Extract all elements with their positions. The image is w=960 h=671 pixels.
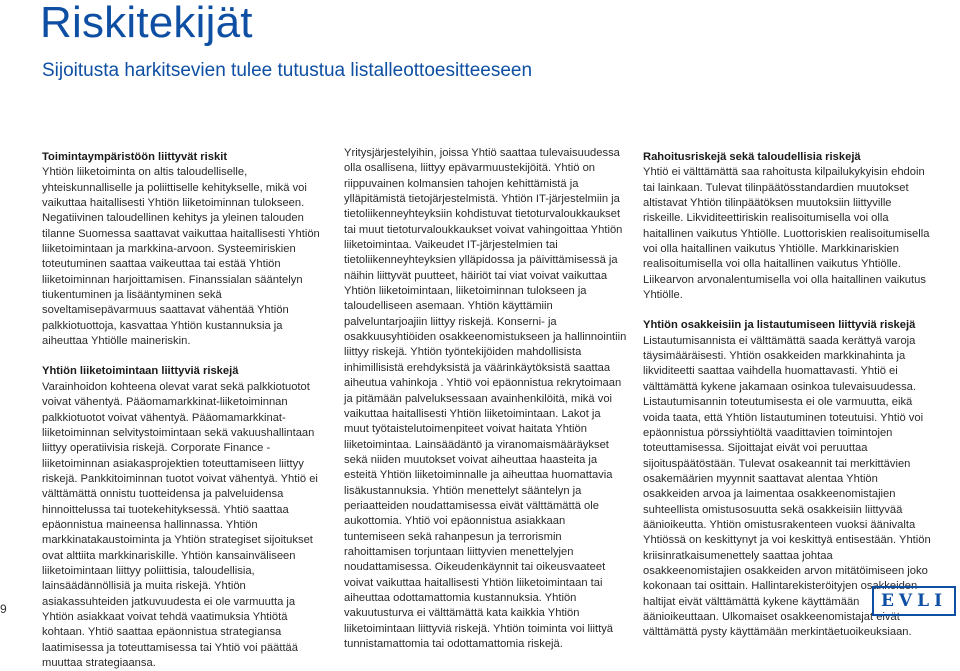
paragraph-business-risks-continued: Yritysjärjestelyihin, joissa Yhtiö saattaa tulevaisuudessa olla osallisena, liittyy epävarmuustekijöitä. Yhtiö on riippuvainen kolmansien tahojen kehittämistä ja ylläpitämistä tietojärjestelmistä. Yhtiön IT-järjestelmiin ja tietoliikenneyhteyksiin kohdistuvat tietoturvaloukkaukset tai muut tietoturvaloukkaukset voivat vahingoittaa Yhtiön liiketoimintaa. Vaikeudet IT-järjestelmien tai tietoliikenneyhteyksien ylläpidossa ja päivittämisessä ja näihin liittyvät puutteet, häiriöt tai viat voivat vaikuttaa Yhtiön liiketoimintaan, liiketoiminnan tulokseen ja taloudelliseen asemaan. Yhtiön käyttämiin palveluntarjoajiin liittyy riskejä. Konserni- ja osakkuusyhtiöiden osakkeenomistukseen ja hallinnointiin liittyy riskejä. Yhtiön työntekijöiden mahdollisista inhimillisistä erehdyksistä ja väärinkäytöksistä saattaa aiheutua vahinkoja . Yhtiö voi epäonnistua rekrytoimaan ja pitämään palveluksessaan avainhenkilöitä, mikä voi vaikuttaa haitallisesti Yhtiön liiketoimintaan. Lakot ja muut työtaistelutoimenpiteet voivat haitata Yhtiön liiketoimintaa. Lainsäädäntö ja viranomaismääräykset sekä niiden muutokset voivat aiheuttaa haasteita ja esteitä Yhtiön liiketoiminnalle ja aiheuttaa huomattavia lisäkustannuksia. Yhtiön menettelyt sääntelyn ja periaatteiden noudattamisessa eivät välttämättä ole aukottomia. Yhtiö voi epäonnistua asiakkaan tuntemiseen sekä rahanpesun ja terrorismin rahoittamisen torjuntaan liittyvien menettelyjen noudattamisessa. Oikeudenkäynnit tai oikeusvaateet voivat vaikuttaa haitallisesti Yhtiön liiketoimintaan tai aiheuttaa odottamattomia kustannuksia. Yhtiön vakuutusturva ei välttämättä kata kaikkia Yhtiön liiketoimintaan liittyviä riskejä. Yhtiön toiminta voi liittyä tunnistamattomia tai odottamattomia riskejä. <box>344 147 627 650</box>
paragraph-operating-environment-risks: Yhtiön liiketoiminta on altis taloudelliselle, yhteiskunnalliselle ja poliittiselle kehitykselle, mikä voi vaikuttaa haitallisesti Yhtiön liiketoiminnan tulokseen. Negatiivinen taloudellinen kehitys ja yleinen talouden tilanne Suomessa saattavat vaikuttaa haitallisesti Yhtiön liiketoimintaan ja markkina-arvoon. Systeemiriskien toteutuminen saattaa vaikeuttaa tai estää Yhtiön liiketoiminnan harjoittamisen. Finanssialan sääntelyn tiukentuminen ja lisääntyminen sekä soveltamisepävarmuus saattavat vähentää Yhtiön palkkiotuottoja, kasvattaa Yhtiön kustannuksia ja aiheuttaa Yhtiölle maineriskin. <box>42 166 320 348</box>
evli-logo <box>872 586 956 616</box>
logo-text: EVLI <box>880 591 948 611</box>
section-heading-financing-risks: Rahoitusriskejä sekä taloudellisia riskejä <box>643 151 861 163</box>
text-column-left <box>42 150 327 671</box>
paragraph-share-listing-risks: Listautumisannista ei välttämättä saada kerättyä varoja täysimääräisesti. Yhtiön osakkeiden markkinahinta ja likviditeetti saattaa vaihdella huomattavasti. Yhtiö ei välttämättä kykene jakamaan osinkoa tulevaisuudessa. Listautumisannin toteutumisesta ei ole varmuutta, eikä voida taata, että Yhtiön listautuminen toteutuisi. Yhtiö voi epäonnistua pörssiyhtiöltä vaadittavien toimintojen toteuttamisessa. Sijoittajat eivät voi peruuttaa sijoituspäätöstään. Tulevat osakeannit tai merkittävien osakemäärien myynnit saattavat alentaa Yhtiön osakkeiden arvoa ja laimentaa osakkeenomistajien suhteellista omistusosuutta sekä osakkeisiin liittyvää äänioikeutta. Yhtiön omistusrakenteen vuoksi äänivalta Yhtiössä on keskittynyt ja voi keskittyä entisestään. Yhtiön kriisinratkaisumenettely saattaa johtaa osakkeenomistajien osakkeiden arvon mitätöimiseen joko kokonaan tai osittain. Hallintarekisteröityjen osakkeiden haltijat eivät välttämättä kykene käyttämään äänioikeuttaan. Ulkomaiset osakkeenomistajat eivät välttämättä pysty käyttämään merkintäetuoikeuksiaan. <box>643 334 931 639</box>
text-column-middle <box>344 146 628 652</box>
section-heading-share-listing-risks: Yhtiön osakkeisiin ja listautumiseen liittyviä riskejä <box>643 319 916 332</box>
text-column-right <box>643 150 933 641</box>
section-heading-business-risks: Yhtiön liiketoimintaan liittyviä riskejä <box>42 365 239 378</box>
paragraph-spacer <box>42 349 327 364</box>
paragraph-financing-risks: Yhtiö ei välttämättä saa rahoitusta kilpailukykyisin ehdoin tai lainkaan. Tulevat tilinpäätösstandardien muutokset altistavat Yhtiön tilinpäätöksen muutoksiin liittyville riskeille. Likviditeettiriskin realisoitumisella voi olla haitallinen vaikutus Yhtiölle. Luottoriskien realisoitumisella voi olla haitallinen vaikutus Yhtiölle. Markkinariskien realisoitumisella voi olla haitallinen vaikutus Yhtiölle. Liikearvon arvonalentumisella voi olla haitallinen vaikutus Yhtiölle. <box>643 166 930 302</box>
paragraph-spacer <box>643 303 933 318</box>
page-subtitle: Sijoitusta harkitsevien tulee tutustua listalleottoesitteeseen <box>42 60 533 81</box>
paragraph-business-risks: Varainhoidon kohteena olevat varat sekä palkkiotuotot voivat vähentyä. Pääomamarkkinat-liiketoiminnan palkkiotuotot voivat vähentyä. Pääomamarkkinat-liiketoiminnan selvitystoimintaan sekä vakuushallintaan liittyy operatiivisia riskejä. Corporate Finance -liiketoiminnan asiakasprojektien toteuttamiseen liittyy riskejä. Pankkitoiminnan tuotot voivat vähentyä. Yhtiö ei välttämättä onnistu tuotteidensa ja palveluidensa hinnoittelussa tai tuotekehityksessä. Yhtiö saattaa epäonnistua maineensa hallinnassa. Yhtiön markkinatakaustoiminta ja Yhtiön strategiset sijoitukset ovat alttiita markkinariskille. Yhtiön kansainväliseen liiketoimintaan liittyy poliittisia, taloudellisia, lainsäädännöllisiä ja muita riskejä. Yhtiön asiakassuhteiden jatkuvuudesta ei ole varmuutta ja Yhtiön asiakkaat voivat tehdä vaatimuksia Yhtiötä kohtaan. Yhtiö saattaa epäonnistua strategiansa laatimisessa ja toteuttamisessa tai Yhtiö voi päättää muuttaa strategiaansa. <box>42 380 318 669</box>
page-number: 9 <box>0 602 7 616</box>
section-heading-operating-environment-risks: Toimintaympäristöön liittyvät riskit <box>42 151 228 163</box>
page-title: Riskitekijät <box>40 0 253 47</box>
